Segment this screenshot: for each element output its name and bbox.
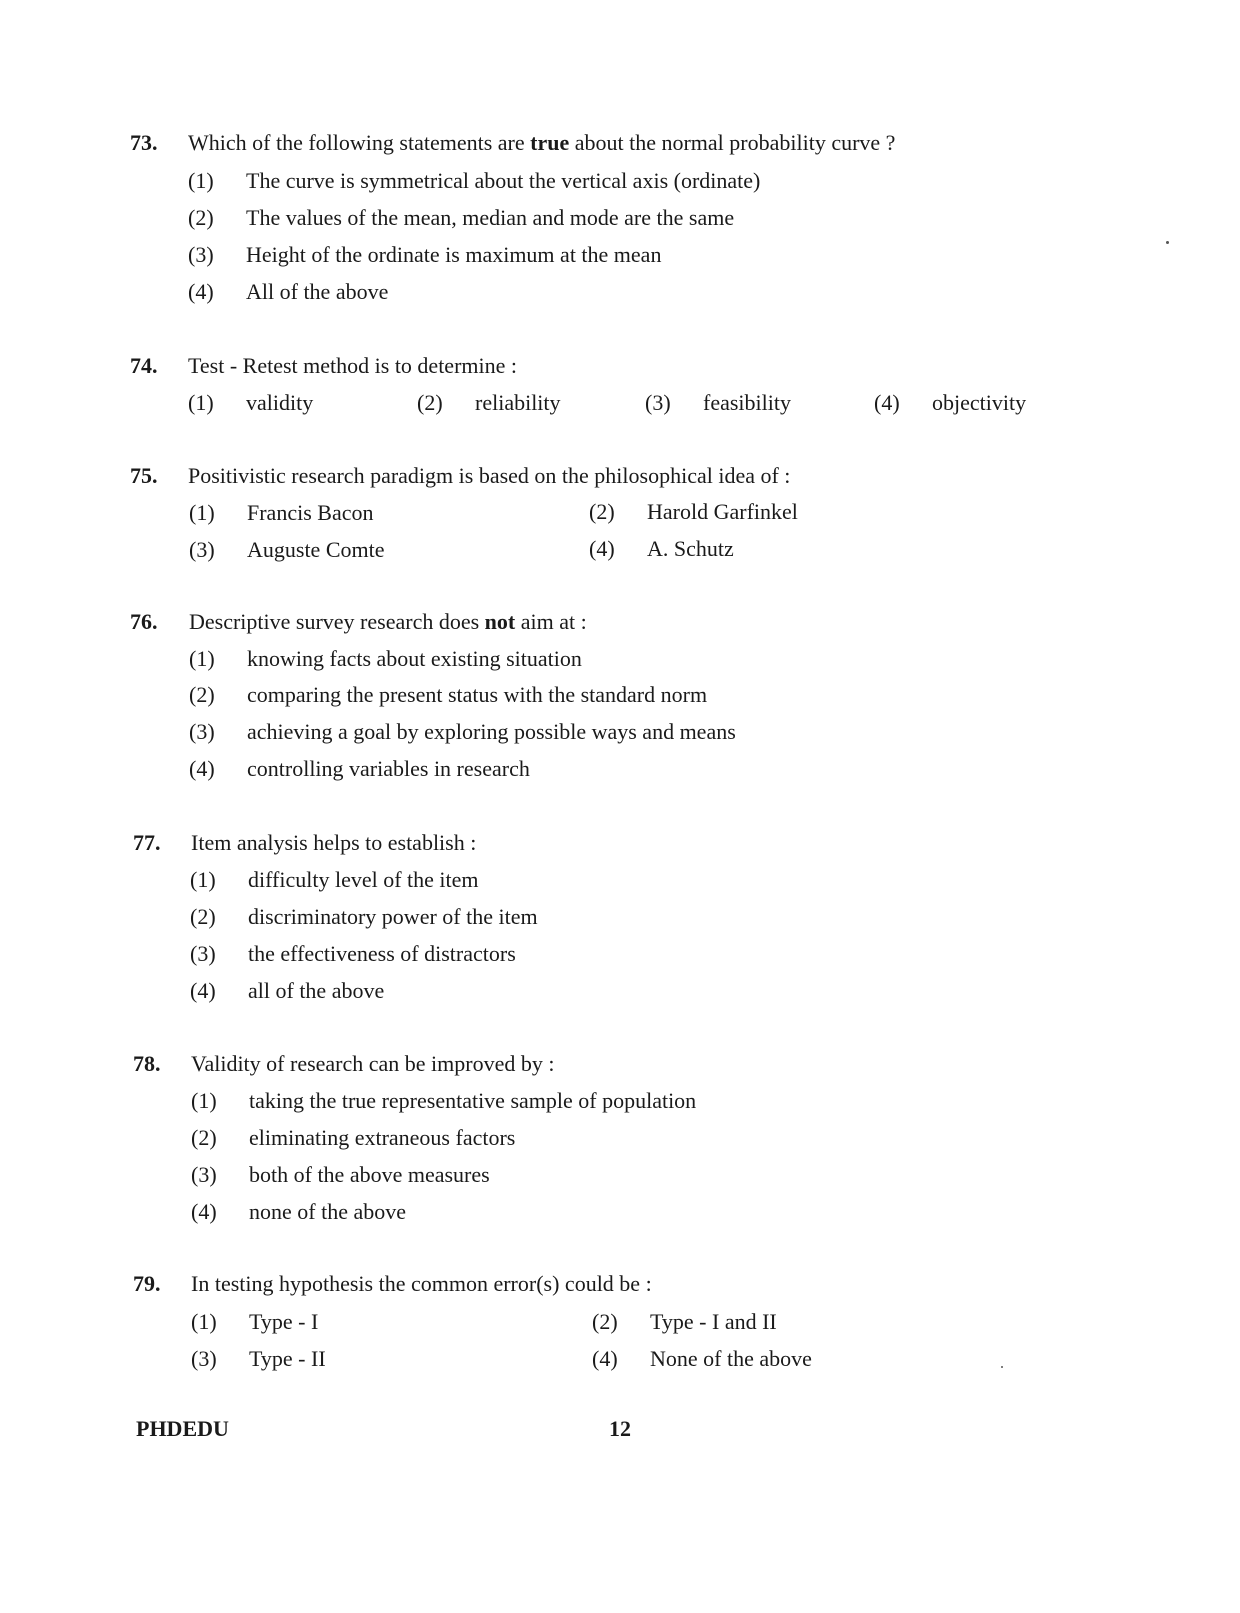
option-text: A. Schutz (647, 536, 734, 561)
option-number: (4) (189, 756, 215, 781)
option-text: all of the above (248, 978, 385, 1003)
option-text: the effectiveness of distractors (248, 941, 516, 966)
option-number: (3) (190, 941, 216, 966)
option-text: Type - I (249, 1309, 319, 1334)
option-text: validity (246, 390, 314, 415)
question-text-emphasis: true (530, 130, 570, 155)
option-number: (1) (191, 1088, 217, 1113)
option-text: taking the true representative sample of population (249, 1088, 697, 1113)
question-text-part: about the normal probability curve ? (569, 130, 896, 155)
option-number: (1) (189, 646, 215, 671)
option-text: Harold Garfinkel (647, 499, 798, 524)
option-number: (3) (191, 1162, 217, 1187)
option-text: The values of the mean, median and mode are the same (246, 205, 735, 230)
option-number: (2) (191, 1125, 217, 1150)
option-number: (1) (190, 867, 216, 892)
option-number: (2) (417, 390, 443, 415)
option-number: (3) (188, 242, 214, 267)
option-text: eliminating extraneous factors (249, 1125, 516, 1150)
option-text: Type - I and II (650, 1309, 777, 1334)
option-text: discriminatory power of the item (248, 904, 538, 929)
option-number: (2) (188, 205, 214, 230)
question-text (188, 130, 895, 156)
paper-code: PHDEDU (136, 1416, 229, 1441)
question-text: Validity of research can be improved by : (191, 1051, 555, 1076)
option-number: (2) (189, 682, 215, 707)
option-number: (4) (191, 1199, 217, 1224)
option-text: Height of the ordinate is maximum at the mean (246, 242, 662, 267)
option-number: (4) (188, 279, 214, 304)
option-text: achieving a goal by exploring possible ways and means (247, 719, 736, 744)
option-text: All of the above (246, 279, 389, 304)
option-text: both of the above measures (249, 1162, 490, 1187)
option-number: (3) (189, 537, 215, 562)
question-number: 73. (130, 130, 158, 155)
question-text-emphasis: not (484, 609, 516, 634)
question-number: 76. (130, 609, 158, 634)
question-number: 78. (133, 1051, 161, 1076)
option-text: None of the above (650, 1346, 812, 1371)
question-text-part: Which of the following statements are (188, 130, 531, 155)
option-number: (4) (874, 390, 900, 415)
question-text-part: Descriptive survey research does (189, 609, 485, 634)
option-text: Type - II (249, 1346, 326, 1371)
question-text: In testing hypothesis the common error(s) could be : (191, 1271, 652, 1296)
option-text: Auguste Comte (247, 537, 385, 562)
option-number: (2) (592, 1309, 618, 1334)
option-number: (1) (191, 1309, 217, 1334)
question-text: Positivistic research paradigm is based on the philosophical idea of : (188, 463, 791, 488)
option-text: Francis Bacon (247, 500, 374, 525)
option-number: (2) (589, 499, 615, 524)
option-number: (1) (188, 168, 214, 193)
option-text: comparing the present status with the standard norm (247, 682, 708, 707)
option-text: objectivity (932, 390, 1027, 415)
question-number: 77. (133, 830, 161, 855)
option-number: (3) (191, 1346, 217, 1371)
option-text: difficulty level of the item (248, 867, 479, 892)
scan-speck (1166, 241, 1169, 244)
option-text: none of the above (249, 1199, 406, 1224)
option-number: (4) (592, 1346, 618, 1371)
option-number: (3) (189, 719, 215, 744)
option-text: knowing facts about existing situation (247, 646, 582, 671)
question-number: 79. (133, 1271, 161, 1296)
option-text: The curve is symmetrical about the vertical axis (ordinate) (246, 168, 761, 193)
question-text: Test - Retest method is to determine : (188, 353, 518, 378)
option-number: (1) (189, 500, 215, 525)
option-text: reliability (475, 390, 561, 415)
option-text: controlling variables in research (247, 756, 530, 781)
question-text: Item analysis helps to establish : (191, 830, 477, 855)
option-number: (4) (589, 536, 615, 561)
question-number: 74. (130, 353, 158, 378)
option-number: (4) (190, 978, 216, 1003)
question-number: 75. (130, 463, 158, 488)
option-number: (1) (188, 390, 214, 415)
question-text (189, 609, 587, 635)
option-number: (3) (645, 390, 671, 415)
question-text-part: aim at : (515, 609, 587, 634)
page-number: 12 (609, 1416, 631, 1441)
option-text: feasibility (703, 390, 791, 415)
option-number: (2) (190, 904, 216, 929)
scan-speck (1001, 1366, 1003, 1368)
